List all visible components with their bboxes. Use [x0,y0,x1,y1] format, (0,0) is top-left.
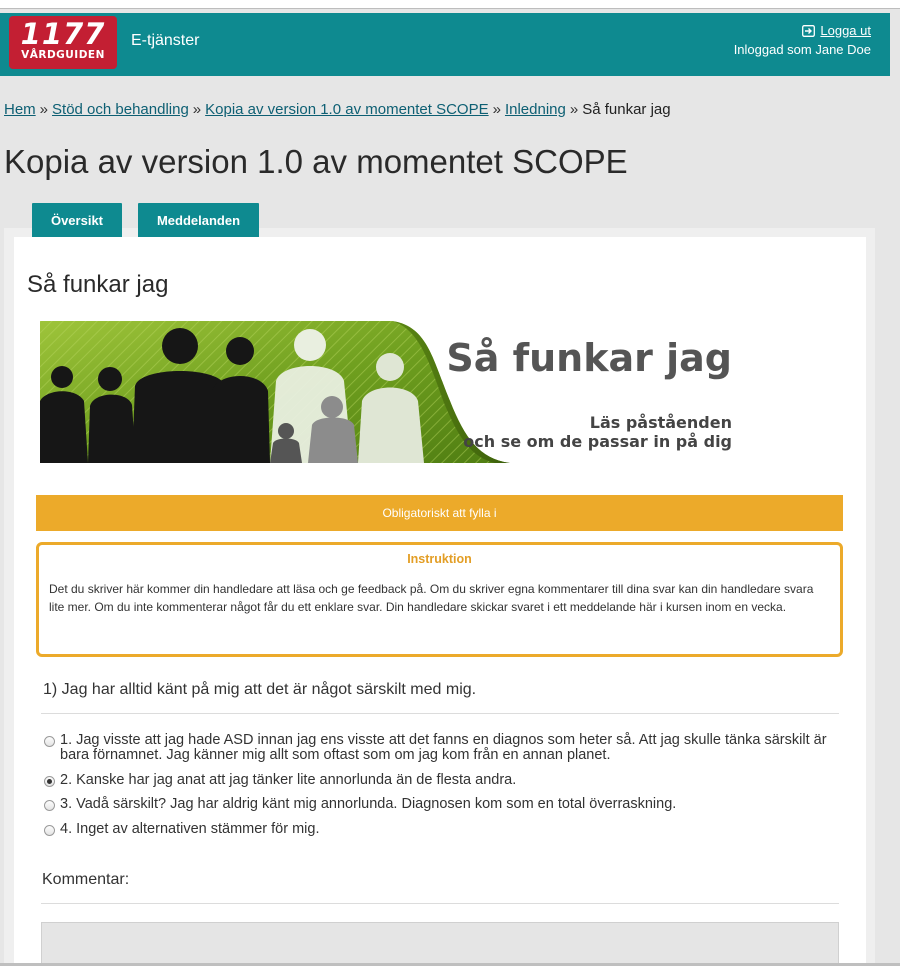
radio-button-selected[interactable] [44,776,55,787]
answer-option-1[interactable] [44,733,844,763]
instruction-text: Det du skriver här kommer din handledare att läsa och ge feedback på. Om du skriver egna kommentarer till dina svar kan din handledare svara lite mer. Om du inte kommenterar något får du ett enklare svar. Din handledare skickar svaret i ett meddelande här i kursen inom en vecka. [49,582,814,614]
breadcrumb-support[interactable]: Stöd och behandling [52,101,189,118]
breadcrumb-course[interactable]: Kopia av version 1.0 av momentet SCOPE [205,101,489,118]
instruction-title: Instruktion [407,552,472,566]
divider [41,713,839,714]
breadcrumb-separator: » [192,101,202,118]
logout-link[interactable] [802,23,871,38]
tab-overview[interactable]: Översikt [32,203,122,237]
divider [41,903,839,904]
logout-label: Logga ut [820,23,871,38]
breadcrumb-separator: » [492,101,501,118]
site-header [0,13,890,76]
banner-image [40,321,737,463]
service-name: E-tjänster [131,32,200,49]
answer-option-2[interactable] [44,773,844,788]
option-label: 4. Inget av alternativen stämmer för mig. [60,821,320,837]
comment-textarea[interactable] [41,922,839,966]
radio-button[interactable] [44,736,55,747]
question-text: 1) Jag har alltid känt på mig att det är något särskilt med mig. [43,681,477,698]
banner-subtitle-2: och se om de passar in på dig [463,432,732,451]
page-title: Kopia av version 1.0 av momentet SCOPE [4,143,628,180]
section-banner [40,321,737,463]
instruction-box [36,542,843,657]
browser-top-strip [0,0,900,9]
tab-messages[interactable]: Meddelanden [138,203,259,237]
logged-in-status: Inloggad som Jane Doe [733,42,871,57]
mandatory-notice: Obligatoriskt att fylla i [36,495,843,531]
logo-number: 1177 [20,17,106,51]
breadcrumb [4,101,671,118]
banner-title: Så funkar jag [446,336,732,380]
answer-option-3[interactable] [44,797,844,812]
answer-option-4[interactable] [44,822,844,837]
radio-button[interactable] [44,800,55,811]
comment-label: Kommentar: [42,871,130,888]
option-label: 3. Vadå särskilt? Jag har aldrig känt mig annorlunda. Diagnosen kom som en total överraskning. [60,796,677,812]
breadcrumb-home[interactable]: Hem [4,101,36,118]
vardguiden-logo[interactable] [9,16,117,69]
banner-subtitle-1: Läs påståenden [589,413,732,432]
option-label: 1. Jag visste att jag hade ASD innan jag ens visste att det fanns en diagnos som heter så. Att jag skulle tänka särskilt är bara förnamnet. Jag känner mig allt som oftast som om jag kom från en annan planet. [60,732,827,763]
breadcrumb-separator: » [39,101,49,118]
breadcrumb-current: Så funkar jag [582,101,671,118]
answer-options [44,733,844,837]
logout-icon [802,25,815,37]
option-label: 2. Kanske har jag anat att jag tänker lite annorlunda än de flesta andra. [60,772,517,788]
logo-text: VÅRDGUIDEN [21,49,105,61]
section-title: Så funkar jag [27,271,169,298]
breadcrumb-intro[interactable]: Inledning [504,101,566,118]
breadcrumb-separator: » [569,101,579,118]
radio-button[interactable] [44,825,55,836]
course-tabs [32,203,259,237]
